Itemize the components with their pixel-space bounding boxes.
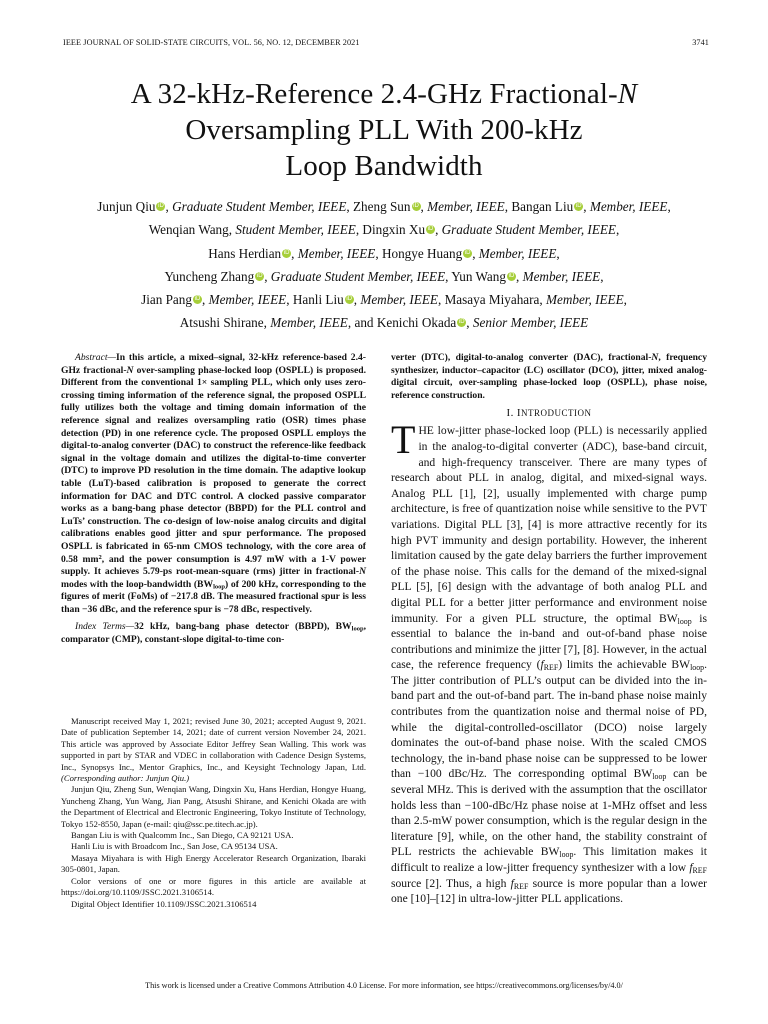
author-list [40,195,728,335]
author: Masaya Miyahara, Member, IEEE, [444,292,627,308]
author-name: Atsushi Shirane [179,315,264,331]
footnotes [61,716,366,910]
abstract-italic: N [126,364,134,376]
abstract-text: over-sampling phase-locked loop (OSPLL) is proposed. Different from the conventional 1× sampling PLL, which only uses zero-crossing timing information of the reference signal, the proposed OSPLL fully utilizes both the voltage and timing domain information of the reference signal and realizes oversampling ratio (OSR) times phase detection (PD) in one reference cycle. The proposed OSPLL employs the digital-to-analog converter (DAC) to construct the reference-like feedback signal in the voltage domain and utilizes the digital-to-time converter (DTC) to improve PD resolution in the time domain. The adaptive lookup table (LuT)-based calibration is proposed to generate the correct information for DAC and DTC control. A clocked passive comparator works as a bang-bang phase detector (BBPD) for the PLL control and LuTs’ construction. The co-design of low-noise analog circuits and digital calibrations enables good jitter and spur performance. The proposed OSPLL is fabricated in 65-nm CMOS technology, with the core area of 0.58 mm [61,364,366,565]
orcid-icon[interactable]: iD [346,296,353,303]
body-text: source is more popular than a lower one [10]–[12] in ultra-low-jitter PLL applications. [391,876,707,906]
author-name: Hans Herdian [208,245,282,261]
body-text: source [2]. Thus, a high [391,876,511,890]
subscript: loop [690,663,705,673]
author-role: Member, IEEE [360,292,438,308]
orcid-icon[interactable]: iD [283,249,290,256]
abstract-italic: N [359,566,366,578]
author-name: Kenichi Okada [376,315,457,331]
author-role: Student Member, IEEE [235,222,356,238]
orcid-icon[interactable]: iD [158,203,164,209]
author: Hans Herdian iD , Member, IEEE, [208,245,382,261]
index-terms [61,621,366,646]
abstract-text: , and the power consumption is 4.97 mW with a 1-V power supply. It achieves 5.79-ps root-mean-square (rms) jitter in fractional- [61,553,366,578]
author-name: Masaya Miyahara [444,292,540,308]
body-text: . The jitter contribution of PLL’s output can be divided into the in-band part and the out-of-band part. The in-band phase noise mainly contributes from the quantization noise and thermal noise of PD, while the digital-controlled-oscillator (DCO) noise largely dominates the out-of-band phase noise. With the scaled CMOS technology, the in-band phase noise can be suppressed to be lower than −100 dBc/Hz. The corresponding optimal BW [391,658,707,781]
title-line-3: Loop Bandwidth [285,150,483,182]
orcid-icon[interactable]: iD [464,249,471,256]
author: Zheng Sun iD , Member, IEEE, [352,199,512,214]
abstract-text: ) of 200 kHz, corresponding to the figures of merit (FoMs) of −217.8 dB. The measured fractional spur is less than −36 dBc, and the reference spur is −78 dBc, respectively. [61,578,366,615]
paper-title [0,76,768,184]
body-text: is essential to balance the in-band and out-of-band phase noise contributions and minimize the jitter [7], [8]. However, in the actual case, the reference frequency ( [391,611,707,672]
author-role: Graduate Student Member, IEEE [441,222,616,238]
footnote-corresponding-author: (Corresponding author: Junjun Qiu.) [61,773,190,784]
subscript: REF [692,865,707,875]
subscript: loop [652,772,667,782]
author: Yun Wang iD , Member, IEEE, [451,268,604,284]
author-role: Member, IEEE [297,245,376,261]
italic-symbol: f [540,658,544,672]
orcid-icon[interactable]: iD [427,226,434,233]
index-terms-label: Index Terms— [75,621,135,633]
abstract-superscript: 2 [98,553,102,561]
footnote-doi: Digital Object Identifier 10.1109/JSSC.2021.3106514 [71,898,257,909]
author-role: Member, IEEE [208,292,287,308]
footnote-manuscript [61,716,366,784]
introduction-paragraph [391,417,707,906]
footnote-affiliation-miyahara: Masaya Miyahara is with High Energy Accelerator Research Organization, Ibaraki 305-0801, Japan. [61,852,366,875]
author: Yuncheng Zhang iD , Graduate Student Member, IEEE, [164,268,452,284]
author-name: Yuncheng Zhang [164,268,255,284]
abstract-text: modes with the loop-bandwidth (BW [61,578,214,590]
index-terms-subscript: loop [351,626,364,634]
drop-cap: T [391,417,416,463]
footnote-affiliation-liu-b: Bangan Liu is with Qualcomm Inc., San Diego, CA 92121 USA. [71,830,294,841]
footnote-affiliation-main: Junjun Qiu, Zheng Sun, Wenqian Wang, Dingxin Xu, Hans Herdian, Hongye Huang, Yuncheng Zhang, Yun Wang, Jian Pang, Atsushi Shirane, and Kenichi Okada are with the Department of Electrical and Electronic Engineering, Tokyo Institute of Technology, Tokyo 152-8550, Japan (e-mail: qiu@ssc.pe.titech.ac.jp). [61,784,366,829]
author-name: Jian Pang [141,292,192,308]
index-terms-text: , comparator (CMP), constant-slope digital-to-time con- [61,621,366,646]
section-numeral: I. I [506,407,521,420]
author: Hanli Liu iD , Member, IEEE, [292,292,445,308]
title-line-2: Oversampling PLL With 200-kHz [185,114,583,146]
author-role: Graduate Student Member, IEEE [172,199,347,214]
author-name: Hanli Liu [292,292,344,308]
body-text: ) limits the achievable BW [558,658,691,672]
index-terms-continued [391,352,707,402]
author: Dingxin Xu iD , Graduate Student Member, IEEE, [362,222,620,238]
abstract-label: Abstract— [75,352,117,363]
author: Hongye Huang iD , Member, IEEE, [381,245,560,261]
body-text: HE low-jitter phase-locked loop (PLL) is necessarily applied in the analog-to-digital converter (ADC), base-band circuit, and high-frequency transceiver. There are many types of research about PLL in analog, digital, and mixed-signal ways. Analog PLL [1], [2], usually implemented with charge pump architecture, is free of quantization noise while sensitive to the PVT variations. Digital PLL [3], [4] is more attractive recently for its high PVT immunity and design portability. However, the inherent limitation caused by the gate delay barriers the further improvement of the phase noise. This calls for the demand of the mixed-signal PLL [5], [6] design with the advantage of both analog PLL and digital PLL for a better jitter performance and environment noise immunity. For a given PLL structure, the optimal BW [391,424,707,625]
subscript: REF [543,663,559,673]
author-role: Member, IEEE [522,268,601,284]
orcid-icon[interactable]: iD [256,272,263,279]
index-terms-text: 32 kHz, bang-bang phase detector (BBPD), BW [134,621,352,633]
author-role: Member, IEEE [546,292,624,308]
title-text-1: A 32-kHz-Reference 2.4-GHz Fractional- [130,78,618,110]
orcid-icon[interactable]: iD [508,272,515,279]
author: Jian Pang iD , Member, IEEE, [141,292,293,308]
subscript: REF [513,881,529,891]
author-name: Yun Wang [451,268,506,284]
author-role: Member, IEEE [478,245,557,261]
author-name: Zheng Sun [352,199,411,214]
running-header [63,38,709,47]
index-terms-italic: N [651,352,659,363]
author-role: Member, IEEE [427,199,505,214]
author-role: Member, IEEE [270,315,348,331]
section-heading-introduction [391,407,707,419]
abstract-text: In this article, a mixed–signal, 32-kHz reference-based 2.4-GHz fractional- [61,352,366,376]
orcid-icon[interactable]: iD [194,296,201,303]
title-line-1 [0,76,768,112]
footnote-color-versions: Color versions of one or more figures in this article are available at https://doi.org/10.1109/JSSC.2021.3106514. [61,875,366,898]
footnote-text: Manuscript received May 1, 2021; revised June 30, 2021; accepted August 9, 2021. Date of publication September 14, 2021; date of current version November 24, 2021. This article was approved by Associate Editor Jeffrey Sean Walling. This work was supported in part by STAR and VDEC in collaboration with Cadence Design Systems, Inc., Synopsys Inc., Mentor Graphics, Inc., and Keysight Technology Japan, Ltd. [61,716,366,772]
author-name: Junjun Qiu [97,199,156,214]
author: Bangan Liu iD , Member, IEEE, [511,199,671,214]
section-title: NTRODUCTION [520,408,592,419]
right-column [391,352,707,907]
subscript: loop [677,616,692,626]
license-footer: This work is licensed under a Creative Commons Attribution 4.0 License. For more information, see https://creativecommons.org/licenses/by/4.0/ [145,981,623,990]
author-name: Dingxin Xu [362,222,426,238]
title-italic-n: N [617,78,638,110]
body-text: can be several MHz. This is derived with the assumption that the oscillator holds less than −100-dBc/Hz phase noise at 1-MHz offset and less than 2.5-mW power consumption, which is the regular design in the literature [9], while, on the other hand, the stability constraint of PLL restricts the achievable BW [391,767,707,859]
author-role: Graduate Student Member, IEEE [270,268,446,284]
footnote-affiliation-liu-h: Hanli Liu is with Broadcom Inc., San Jose, CA 95134 USA. [71,841,278,852]
author-name: Hongye Huang [381,245,463,261]
italic-symbol: f [689,861,693,874]
author-role: Senior Member, IEEE [472,315,589,331]
journal-name: IEEE JOURNAL OF SOLID-STATE CIRCUITS, VOL. 56, NO. 12, DECEMBER 2021 [63,38,360,47]
abstract [61,352,366,616]
author: Wenqian Wang, Student Member, IEEE, [148,222,363,238]
left-column [61,352,366,647]
subscript: loop [559,850,574,860]
author: Kenichi Okada iD , Senior Member, IEEE [376,315,589,331]
italic-symbol: f [510,876,514,890]
page-number: 3741 [692,38,709,47]
author-role: Member, IEEE [589,199,668,214]
orcid-icon[interactable]: iD [575,203,582,209]
abstract-subscript: loop [213,583,226,591]
author-name: Bangan Liu [511,199,574,214]
index-terms-text: , frequency synthesizer, inductor–capacitor (LC) oscillator (DCO), jitter, mixed analog-digital circuit, over-sampling phase-locked loop (OSPLL), phase noise, reference construction. [391,352,707,401]
orcid-icon[interactable]: iD [413,203,419,209]
orcid-icon[interactable]: iD [458,319,465,326]
author: Junjun Qiu iD , Graduate Student Member, IEEE, [97,199,353,214]
body-text: . This limitation makes it difficult to realize a low-jitter frequency synthesizer with a low [391,845,707,874]
author-name: Wenqian Wang [148,222,229,238]
author: Atsushi Shirane, Member, IEEE, and [179,315,377,331]
index-terms-text: verter (DTC), digital-to-analog converter (DAC), fractional- [391,352,652,363]
